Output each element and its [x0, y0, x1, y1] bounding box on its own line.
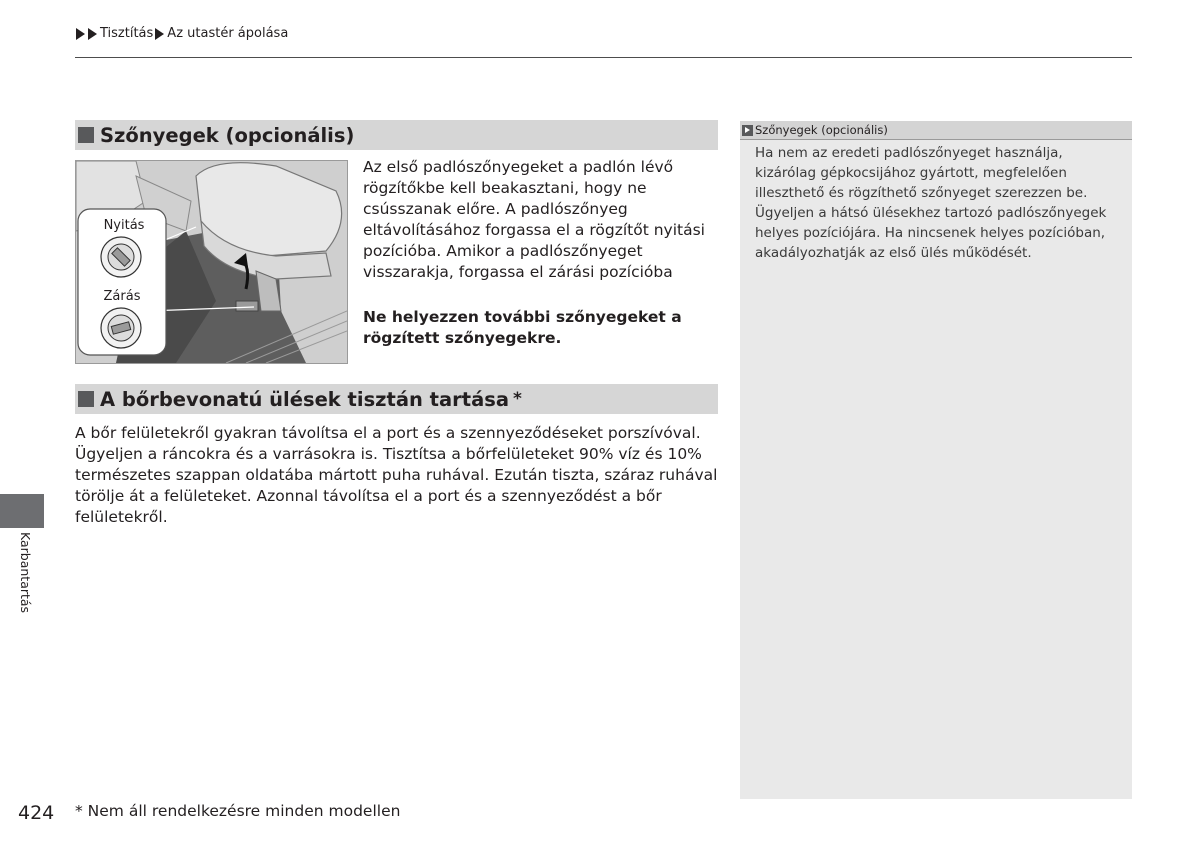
- section1-warning: Ne helyezzen további szőnyegeket a rögzített szőnyegekre.: [363, 308, 682, 347]
- section-heading: [75, 120, 718, 150]
- breadcrumb-item: Az utastér ápolása: [167, 26, 289, 41]
- reference-arrow-icon: [742, 125, 753, 136]
- arrow-icon: [88, 28, 97, 40]
- floor-mat-illustration: [75, 160, 348, 364]
- header-divider: [75, 57, 1132, 58]
- chapter-tab-label: Karbantartás: [18, 532, 33, 614]
- section1-paragraph: Az első padlószőnyegeket a padlón lévő rögzítőkbe kell beakasztani, hogy ne csússzanak előre. A padlószőnyeg eltávolításához forgassa el a rögzítőt nyitási pozícióba. Amikor a padlószőnyeget visszarakja, forgassa el zárási pozícióba: [363, 158, 705, 281]
- section-heading: [75, 384, 718, 414]
- section-title: A bőrbevonatú ülések tisztán tartása: [100, 387, 510, 411]
- sidebar-text: [740, 140, 1132, 263]
- sidebar-note: Ügyeljen a hátsó ülésekhez tartozó padlószőnyegek helyes pozíciójára. Ha nincsenek helyes pozícióban, akadályozhatják az első ülés működését.: [755, 205, 1107, 261]
- breadcrumb-item: Tisztítás: [100, 26, 154, 41]
- arrow-icon: [76, 28, 85, 40]
- sidebar-notes: [740, 121, 1132, 799]
- section-square-icon: [78, 391, 94, 407]
- breadcrumb: [76, 26, 288, 41]
- open-label: Nyitás: [103, 218, 145, 233]
- footnote: * Nem áll rendelkezésre minden modellen: [75, 802, 401, 820]
- sidebar-title: Szőnyegek (opcionális): [755, 123, 888, 137]
- section2-paragraph: A bőr felületekről gyakran távolítsa el a port és a szennyeződéseket porszívóval. Ügyeljen a ráncokra és a varrásokra is. Tisztítsa a bőrfelületeket 90% víz és 10% természetes szappan oldatába mártott puha ruhával. Ezután tiszta, száraz ruhával törölje át a felületeket. Azonnal távolítsa el a port és a szennyeződést a bőr felületekről.: [75, 424, 718, 526]
- sidebar-heading: [740, 121, 1132, 139]
- footnote-asterisk: *: [513, 389, 522, 409]
- page-number: 424: [18, 802, 55, 824]
- sidebar-note: Ha nem az eredeti padlószőnyeget használja, kizárólag gépkocsijához gyártott, megfelelően illeszthető és rögzíthető szőnyeget szerezzen be.: [755, 145, 1088, 201]
- close-label: Zárás: [103, 289, 141, 304]
- section-square-icon: [78, 127, 94, 143]
- chapter-tab: [0, 494, 44, 528]
- arrow-icon: [155, 28, 164, 40]
- section-title: Szőnyegek (opcionális): [100, 123, 355, 147]
